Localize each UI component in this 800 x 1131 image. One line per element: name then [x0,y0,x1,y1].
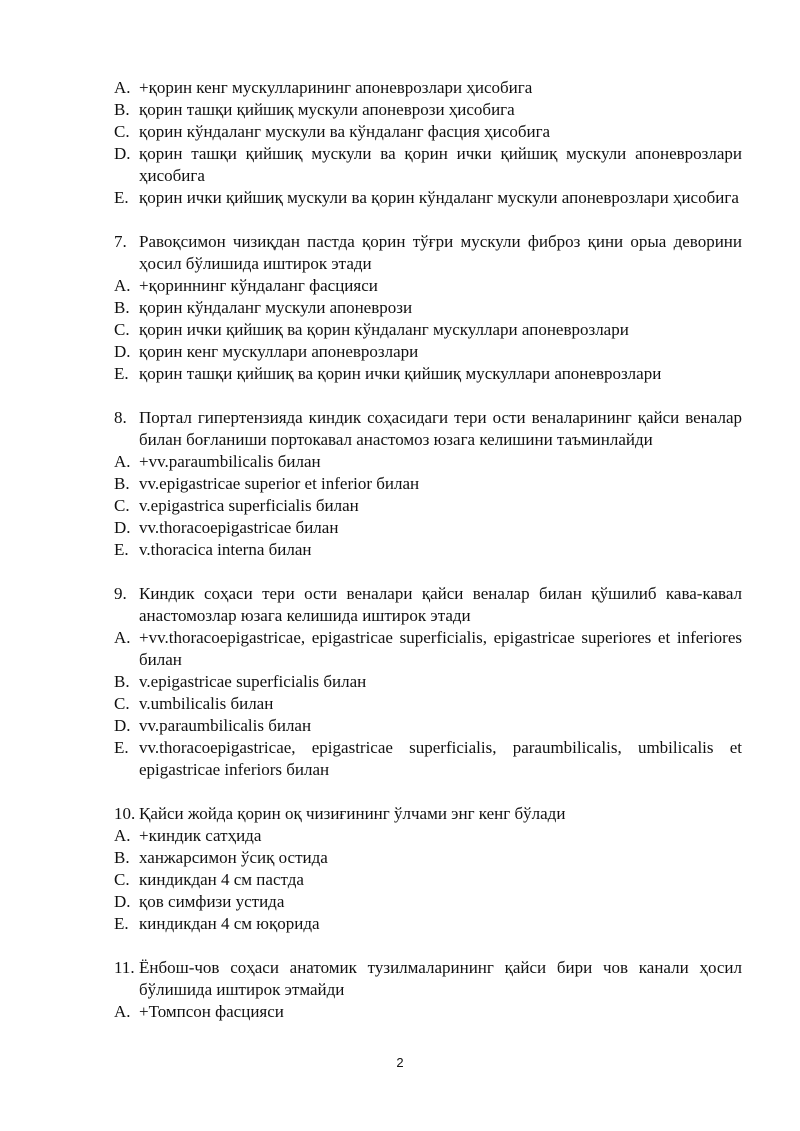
option-label: E. [114,364,129,383]
option-label: A. [114,452,131,471]
question-number: 9. [114,584,127,603]
option-row [114,847,742,869]
option-label: D. [114,342,131,361]
option-text: қов симфизи устида [139,892,285,911]
option-text: v.epigastricae superficialis билан [139,672,367,691]
option-label: D. [114,716,131,735]
option-text: vv.paraumbilicalis билан [139,716,312,735]
question-text: Ёнбош-чов соҳаси анатомик тузилмаларининг қайси бири чов канали ҳосил бўлишида иштирок этмайди [139,958,742,999]
option-label: B. [114,298,130,317]
option-text: қорин ташқи қийшиқ мускули ва қорин ички қийшиқ мускули апоневрозлари ҳисобига [139,144,742,185]
option-row [114,77,742,99]
option-label: C. [114,320,130,339]
option-label: B. [114,672,130,691]
question-7 [114,231,742,385]
option-text: v.umbilicalis билан [139,694,274,713]
option-text: +vv.paraumbilicalis билан [139,452,321,471]
question-text: Равоқсимон чизиқдан пастда қорин тўғри мускули фиброз қини орыа деворини ҳосил бўлишида иштирок этади [139,232,742,273]
question-number: 10. [114,804,136,823]
option-label: A. [114,276,131,295]
option-row [114,825,742,847]
option-text: қорин кўндаланг мускули ва кўндаланг фасция ҳисобига [139,122,551,141]
question-11 [114,957,742,1023]
option-row [114,715,742,737]
option-row [114,319,742,341]
option-text: vv.thoracoepigastricae, epigastricae superficialis, paraumbilicalis, umbilicalis et epigastricae inferiors билан [139,738,742,779]
option-text: қорин ички қийшиқ ва қорин кўндаланг мускуллари апоневрозлари [139,320,629,339]
option-row [114,495,742,517]
option-label: E. [114,540,129,559]
question-8 [114,407,742,561]
option-row [114,517,742,539]
option-label: B. [114,848,130,867]
option-row [114,363,742,385]
question-9 [114,583,742,781]
question-stem [114,407,742,451]
option-label: C. [114,122,130,141]
option-text: vv.thoracoepigastricae билан [139,518,339,537]
option-row [114,627,742,671]
option-label: E. [114,738,129,757]
option-label: C. [114,496,130,515]
option-text: қорин ички қийшиқ мускули ва қорин кўндаланг мускули апоневрозлари ҳисобига [139,188,739,207]
option-row [114,341,742,363]
option-text: ханжарсимон ўсиқ остида [139,848,328,867]
option-text: қорин ташқи қийшиқ мускули апоневрози ҳисобига [139,100,515,119]
option-row [114,693,742,715]
option-row [114,99,742,121]
question-stem [114,803,742,825]
option-label: D. [114,518,131,537]
question-text: Киндик соҳаси тери ости веналари қайси веналар билан қўшилиб кава-кавал анастомозлар юзага келишида иштирок этади [139,584,742,625]
document-body [114,77,742,1023]
option-row [114,737,742,781]
option-text: v.epigastrica superficialis билан [139,496,359,515]
option-text: киндикдан 4 см пастда [139,870,304,889]
option-row [114,143,742,187]
question-10 [114,803,742,935]
option-text: +қориннинг кўндаланг фасцияси [139,276,378,295]
option-text: қорин кенг мускуллари апоневрозлари [139,342,419,361]
question-text: Қайси жойда қорин оқ чизиғининг ўлчами энг кенг бўлади [139,804,566,823]
option-label: A. [114,1002,131,1021]
option-row [114,473,742,495]
option-row [114,451,742,473]
option-label: C. [114,870,130,889]
question-6-options [114,77,742,209]
option-label: C. [114,694,130,713]
option-label: A. [114,78,131,97]
option-row [114,869,742,891]
option-label: A. [114,628,131,647]
option-label: B. [114,474,130,493]
option-row [114,187,742,209]
option-text: vv.epigastricae superior et inferior билан [139,474,420,493]
question-number: 8. [114,408,127,427]
option-label: D. [114,144,131,163]
option-label: D. [114,892,131,911]
option-text: v.thoracica interna билан [139,540,312,559]
option-row [114,539,742,561]
question-text: Портал гипертензияда киндик соҳасидаги тери ости веналарининг қайси веналар билан боғланиши портокавал анастомоз юзага келишини таъминлайди [139,408,742,449]
option-row [114,671,742,693]
option-text: қорин ташқи қийшиқ ва қорин ички қийшиқ мускуллари апоневрозлари [139,364,662,383]
question-number: 7. [114,232,127,251]
option-row [114,297,742,319]
question-stem [114,583,742,627]
option-label: E. [114,914,129,933]
option-label: A. [114,826,131,845]
option-row [114,275,742,297]
option-text: +қорин кенг мускулларининг апоневрозлари ҳисобига [139,78,533,97]
option-text: +vv.thoracoepigastricae, epigastricae superficialis, epigastricae superiores et inferiores билан [139,628,742,669]
question-stem [114,957,742,1001]
option-row [114,891,742,913]
question-number: 11. [114,958,135,977]
option-text: киндикдан 4 см юқорида [139,914,320,933]
page-number: 2 [396,1055,404,1070]
option-label: E. [114,188,129,207]
option-label: B. [114,100,130,119]
option-text: +киндик сатҳида [139,826,262,845]
question-stem [114,231,742,275]
option-row [114,1001,742,1023]
option-text: қорин кўндаланг мускули апоневрози [139,298,413,317]
option-row [114,913,742,935]
option-text: +Томпсон фасцияси [139,1002,284,1021]
option-row [114,121,742,143]
